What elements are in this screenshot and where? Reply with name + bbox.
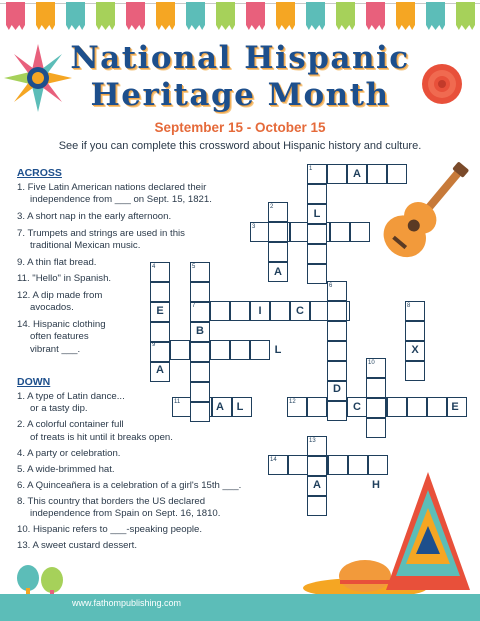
grid-letter: A bbox=[156, 364, 164, 376]
crossword-cell[interactable] bbox=[190, 402, 210, 422]
across-clue: avocados. bbox=[30, 302, 74, 314]
grid-letter: C bbox=[353, 401, 361, 413]
crossword-cell[interactable] bbox=[307, 264, 327, 284]
clue-number: 4 bbox=[152, 264, 156, 270]
across-clue: traditional Mexican music. bbox=[30, 240, 141, 251]
clue-number: 12 bbox=[289, 399, 296, 405]
down-clue: 6. A Quinceañera is a celebration of a girl's 15th ___. bbox=[17, 479, 242, 491]
crossword-cell[interactable] bbox=[407, 397, 427, 417]
across-clue: 9. A thin flat bread. bbox=[17, 256, 97, 268]
clue-number: 10 bbox=[368, 360, 375, 366]
grid-letter: H bbox=[372, 479, 380, 491]
crossword-cell[interactable] bbox=[210, 340, 230, 360]
crossword-cell[interactable] bbox=[348, 455, 368, 475]
grid-letter: A bbox=[216, 401, 224, 413]
crossword-cell[interactable] bbox=[190, 382, 210, 402]
crossword-cell[interactable] bbox=[150, 282, 170, 302]
clue-number: 2 bbox=[270, 204, 274, 210]
down-clue: 2. A colorful container full bbox=[17, 419, 124, 431]
crossword-cell[interactable] bbox=[427, 397, 447, 417]
across-clue: independence from ___ on Sept. 15, 1821. bbox=[30, 194, 212, 206]
across-clue: 7. Trumpets and strings are used in this bbox=[17, 227, 185, 239]
crossword-cell[interactable] bbox=[250, 340, 270, 360]
crossword-cell[interactable] bbox=[327, 361, 347, 381]
crossword-cell[interactable] bbox=[387, 164, 407, 184]
down-clue: 4. A party or celebration. bbox=[17, 447, 121, 459]
crossword-cell[interactable] bbox=[230, 340, 250, 360]
across-heading: ACROSS bbox=[17, 167, 62, 179]
grid-letter: A bbox=[353, 168, 361, 180]
clue-number: 14 bbox=[270, 457, 277, 463]
grid-letter: E bbox=[451, 401, 459, 413]
crossword-cell[interactable] bbox=[368, 455, 388, 475]
crossword-cell[interactable] bbox=[387, 397, 407, 417]
crossword-cell[interactable] bbox=[270, 301, 290, 321]
across-clue: 1. Five Latin American nations declared their bbox=[17, 182, 207, 193]
crossword-cell[interactable] bbox=[230, 301, 250, 321]
clue-number: 13 bbox=[309, 438, 316, 444]
crossword-cell[interactable] bbox=[327, 321, 347, 341]
grid-letter: B bbox=[196, 325, 204, 337]
crossword-cell[interactable] bbox=[367, 164, 387, 184]
down-clue: or a tasty dip. bbox=[30, 403, 88, 415]
grid-letter: D bbox=[333, 383, 341, 395]
down-clue: 13. A sweet custard dessert. bbox=[17, 540, 137, 552]
grid-letter: A bbox=[313, 479, 321, 491]
crossword-cell[interactable] bbox=[350, 222, 370, 242]
date-range: September 15 - October 15 bbox=[154, 120, 326, 135]
crossword-cell[interactable] bbox=[307, 184, 327, 204]
clue-number: 8 bbox=[407, 303, 411, 309]
across-clue: often features bbox=[30, 331, 89, 343]
crossword-cell[interactable] bbox=[307, 224, 327, 244]
clue-number: 11 bbox=[174, 399, 181, 405]
crossword-cell[interactable] bbox=[268, 222, 288, 242]
crossword-cell[interactable] bbox=[327, 301, 347, 321]
crossword-cell[interactable] bbox=[327, 164, 347, 184]
clue-number: 3 bbox=[252, 224, 256, 230]
down-heading: DOWN bbox=[17, 376, 51, 388]
crossword-cell[interactable] bbox=[268, 242, 288, 262]
crossword-cell[interactable] bbox=[366, 398, 386, 418]
crossword-cell[interactable] bbox=[307, 244, 327, 264]
crossword-cell[interactable] bbox=[170, 340, 190, 360]
intro-text: See if you can complete this crossword about Hispanic history and culture. bbox=[58, 140, 422, 152]
grid-letter: E bbox=[156, 305, 164, 317]
across-clue: 11. "Hello" in Spanish. bbox=[17, 273, 112, 285]
down-clue: of treats is hit until it breaks open. bbox=[30, 431, 173, 443]
crossword-cell[interactable] bbox=[307, 496, 327, 516]
across-clue: 12. A dip made from bbox=[17, 289, 103, 301]
grid-letter: I bbox=[258, 305, 262, 317]
grid-letter: L bbox=[274, 344, 282, 356]
grid-letter: A bbox=[274, 266, 282, 278]
down-clue: 10. Hispanic refers to ___-speaking people. bbox=[17, 524, 203, 536]
grid-letter: C bbox=[296, 305, 304, 317]
crossword-cell[interactable] bbox=[307, 397, 327, 417]
page-title-line-1: National Hispanic bbox=[70, 40, 410, 76]
crossword-cell[interactable] bbox=[366, 418, 386, 438]
crossword-cell[interactable] bbox=[330, 222, 350, 242]
grid-letter: L bbox=[236, 401, 244, 413]
down-clue: 5. A wide-brimmed hat. bbox=[17, 463, 115, 475]
crossword-cell[interactable] bbox=[190, 282, 210, 302]
crossword-cell[interactable] bbox=[307, 456, 327, 476]
crossword-cell[interactable] bbox=[210, 301, 230, 321]
clue-number: 1 bbox=[309, 166, 313, 172]
crossword-cell[interactable] bbox=[190, 342, 210, 362]
crossword-cell[interactable] bbox=[366, 378, 386, 398]
clue-number: 7 bbox=[192, 303, 196, 309]
footer-url: www.fathompublishing.com bbox=[72, 598, 182, 608]
across-clue: 3. A short nap in the early afternoon. bbox=[17, 211, 172, 222]
down-clue: independence from Spain on Sept. 16, 1810. bbox=[30, 508, 221, 520]
clue-number: 5 bbox=[192, 264, 196, 270]
crossword-cell[interactable] bbox=[327, 401, 347, 421]
grid-letter: L bbox=[313, 208, 321, 220]
crossword-cell[interactable] bbox=[150, 322, 170, 342]
across-clue: 14. Hispanic clothing bbox=[17, 318, 106, 330]
crossword-cell[interactable] bbox=[190, 362, 210, 382]
clue-number: 9 bbox=[152, 342, 156, 348]
across-clue: vibrant ___. bbox=[30, 343, 81, 355]
crossword-cell[interactable] bbox=[327, 341, 347, 361]
crossword-cell[interactable] bbox=[288, 455, 308, 475]
crossword-cell[interactable] bbox=[405, 321, 425, 341]
clue-number: 6 bbox=[329, 283, 333, 289]
crossword-cell[interactable] bbox=[328, 455, 348, 475]
down-clue: 1. A type of Latin dance... bbox=[17, 391, 125, 402]
crossword-cell[interactable] bbox=[405, 361, 425, 381]
page-title-line-2: Heritage Month bbox=[90, 77, 390, 113]
down-clue: 8. This country that borders the US declared bbox=[17, 495, 206, 507]
grid-letter: X bbox=[411, 344, 419, 356]
